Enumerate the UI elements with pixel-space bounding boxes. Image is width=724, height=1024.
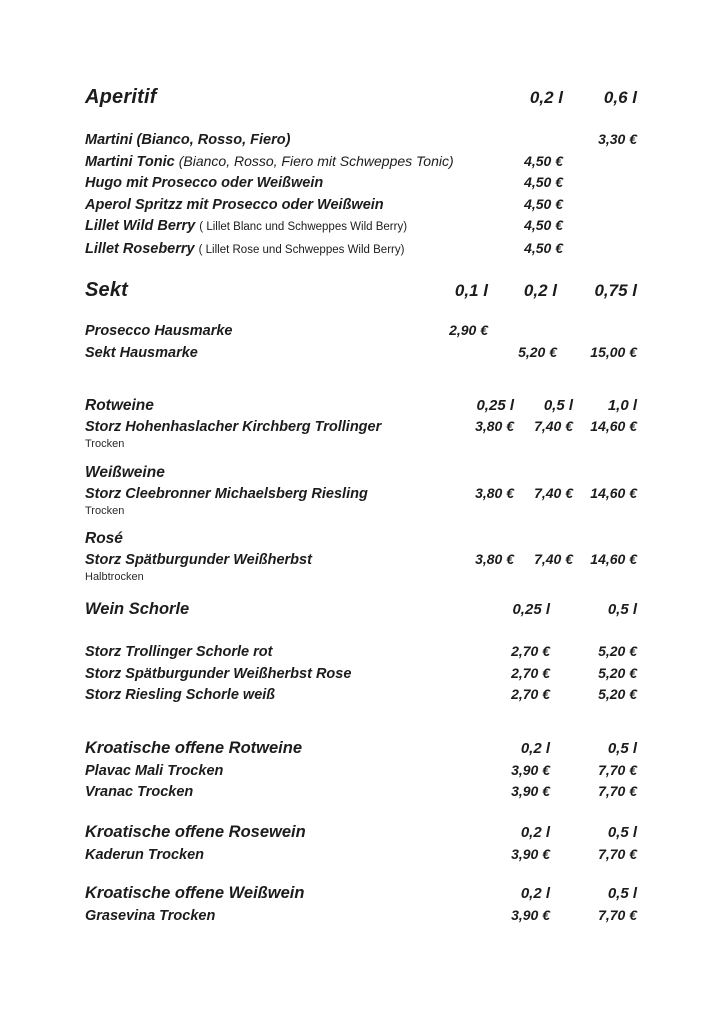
menu-item [85,416,637,438]
section-title: Sekt [85,279,129,301]
section-rose [85,528,637,584]
menu-item [85,844,637,866]
item-price: 7,70 € [598,907,637,923]
item-price: 7,40 € [534,418,573,434]
section-wein-schorle [85,598,637,706]
item-name-main: Lillet Roseberry [85,240,195,257]
section-kroatische-weisswein [85,882,637,927]
item-price: 4,50 € [524,217,563,233]
item-price: 3,80 € [475,418,514,434]
item-price: 3,80 € [475,485,514,501]
volume-header: 0,5 l [607,885,637,902]
menu-item [85,172,637,194]
item-price: 5,20 € [598,643,637,659]
menu-item [85,215,637,238]
item-list [85,129,637,260]
menu-item [85,641,637,663]
item-price: 3,30 € [598,131,637,147]
volume-header: 0,75 l [594,281,637,300]
item-name: Storz Spätburgunder Weißherbst Rose [85,665,352,682]
volume-header: 1,0 l [607,397,637,414]
item-price: 7,70 € [598,783,637,799]
section-title: Kroatische offene Rotweine [85,738,302,757]
item-name [85,239,487,261]
section-title: Rotweine [85,397,154,414]
section-kroatische-rotweine [85,737,637,803]
item-note: Trocken [85,505,125,517]
section-sekt [85,277,637,363]
item-name: Storz Riesling Schorle weiß [85,687,276,703]
menu-item [85,194,637,216]
section-kroatische-rosewein [85,821,637,866]
section-rotweine [85,395,637,451]
item-name-detail: (Bianco, Rosso, Fiero mit Schweppes Tonic) [178,152,454,169]
item-price: 4,50 € [524,195,563,212]
volume-header: 0,25 l [512,601,550,618]
section-title: Aperitif [85,86,157,108]
item-name [85,216,487,238]
menu-item [85,483,637,505]
item-price: 7,70 € [598,845,637,862]
section-title: Rosé [85,530,123,547]
item-price: 3,90 € [511,761,550,778]
volume-header: 0,5 l [607,739,637,757]
volume-header: 0,2 l [529,88,563,107]
section-aperitif [85,84,637,260]
item-name: Storz Trollinger Schorle rot [85,644,273,660]
section-weissweine [85,462,637,518]
section-title: Weißweine [85,464,165,481]
item-price: 15,00 € [590,343,637,360]
item-name-detail: ( Lillet Blanc und Schweppes Wild Berry) [199,221,408,233]
item-note: Halbtrocken [85,571,144,583]
menu-content [85,0,637,927]
item-name: Grasevina Trocken [85,908,216,924]
item-name-main: Lillet Wild Berry [85,218,196,234]
volume-header: 0,6 l [603,88,637,107]
menu-item [85,129,637,151]
item-list [85,320,637,363]
volume-header: 0,2 l [520,823,550,841]
item-name: Sekt Hausmarke [85,344,198,361]
menu-item [85,760,637,782]
item-price: 4,50 € [524,239,563,256]
item-price: 5,20 € [518,343,557,360]
item-price: 2,70 € [511,643,550,659]
menu-item [85,342,637,364]
item-name: Plavac Mali Trocken [85,762,224,779]
item-price: 2,70 € [511,664,550,681]
volume-header: 0,1 l [454,281,488,300]
item-name: Aperol Spritzz mit Prosecco oder Weißwein [85,196,384,213]
menu-item [85,663,637,685]
item-name: Storz Hohenhaslacher Kirchberg Trollinger [85,419,382,435]
item-price: 4,50 € [524,174,563,190]
item-price: 5,20 € [598,664,637,681]
item-price: 3,80 € [475,551,514,567]
volume-header: 0,2 l [520,885,550,902]
volume-header: 0,2 l [523,281,557,300]
item-name [85,151,487,173]
item-name: Kaderun Trocken [85,846,204,863]
item-name: Prosecco Hausmarke [85,323,233,339]
menu-item [85,905,637,927]
menu-item [85,684,637,706]
item-name: Storz Spätburgunder Weißherbst [85,552,312,568]
volume-header: 0,2 l [520,739,550,757]
item-price: 2,70 € [511,686,550,702]
volume-header: 0,5 l [607,601,637,618]
item-price: 4,50 € [524,152,563,169]
item-price: 14,60 € [590,485,637,501]
item-price: 7,70 € [598,761,637,778]
item-name: Storz Cleebronner Michaelsberg Riesling [85,486,368,502]
section-title: Kroatische offene Weißwein [85,884,305,902]
menu-item [85,781,637,803]
item-name: Martini (Bianco, Rosso, Fiero) [85,132,291,148]
section-title: Kroatische offene Rosewein [85,822,306,841]
menu-item [85,549,637,571]
item-price: 3,90 € [511,907,550,923]
item-name: Vranac Trocken [85,784,194,800]
menu-item [85,151,637,173]
item-price: 7,40 € [534,485,573,501]
menu-item [85,320,637,342]
item-list [85,641,637,706]
volume-header: 0,5 l [543,397,573,414]
item-price: 3,90 € [511,845,550,862]
item-price: 3,90 € [511,783,550,799]
item-name-main: Martini Tonic [85,153,175,170]
volume-header: 0,25 l [476,397,514,414]
volume-header: 0,5 l [607,823,637,841]
item-price: 14,60 € [590,551,637,567]
item-price: 2,90 € [449,322,488,338]
item-note: Trocken [85,438,125,450]
section-title: Wein Schorle [85,600,190,618]
item-price: 14,60 € [590,418,637,434]
item-name-detail: ( Lillet Rose und Schweppes Wild Berry) [198,243,405,256]
menu-item [85,238,637,261]
item-price: 7,40 € [534,551,573,567]
item-name: Hugo mit Prosecco oder Weißwein [85,175,324,191]
item-price: 5,20 € [598,686,637,702]
